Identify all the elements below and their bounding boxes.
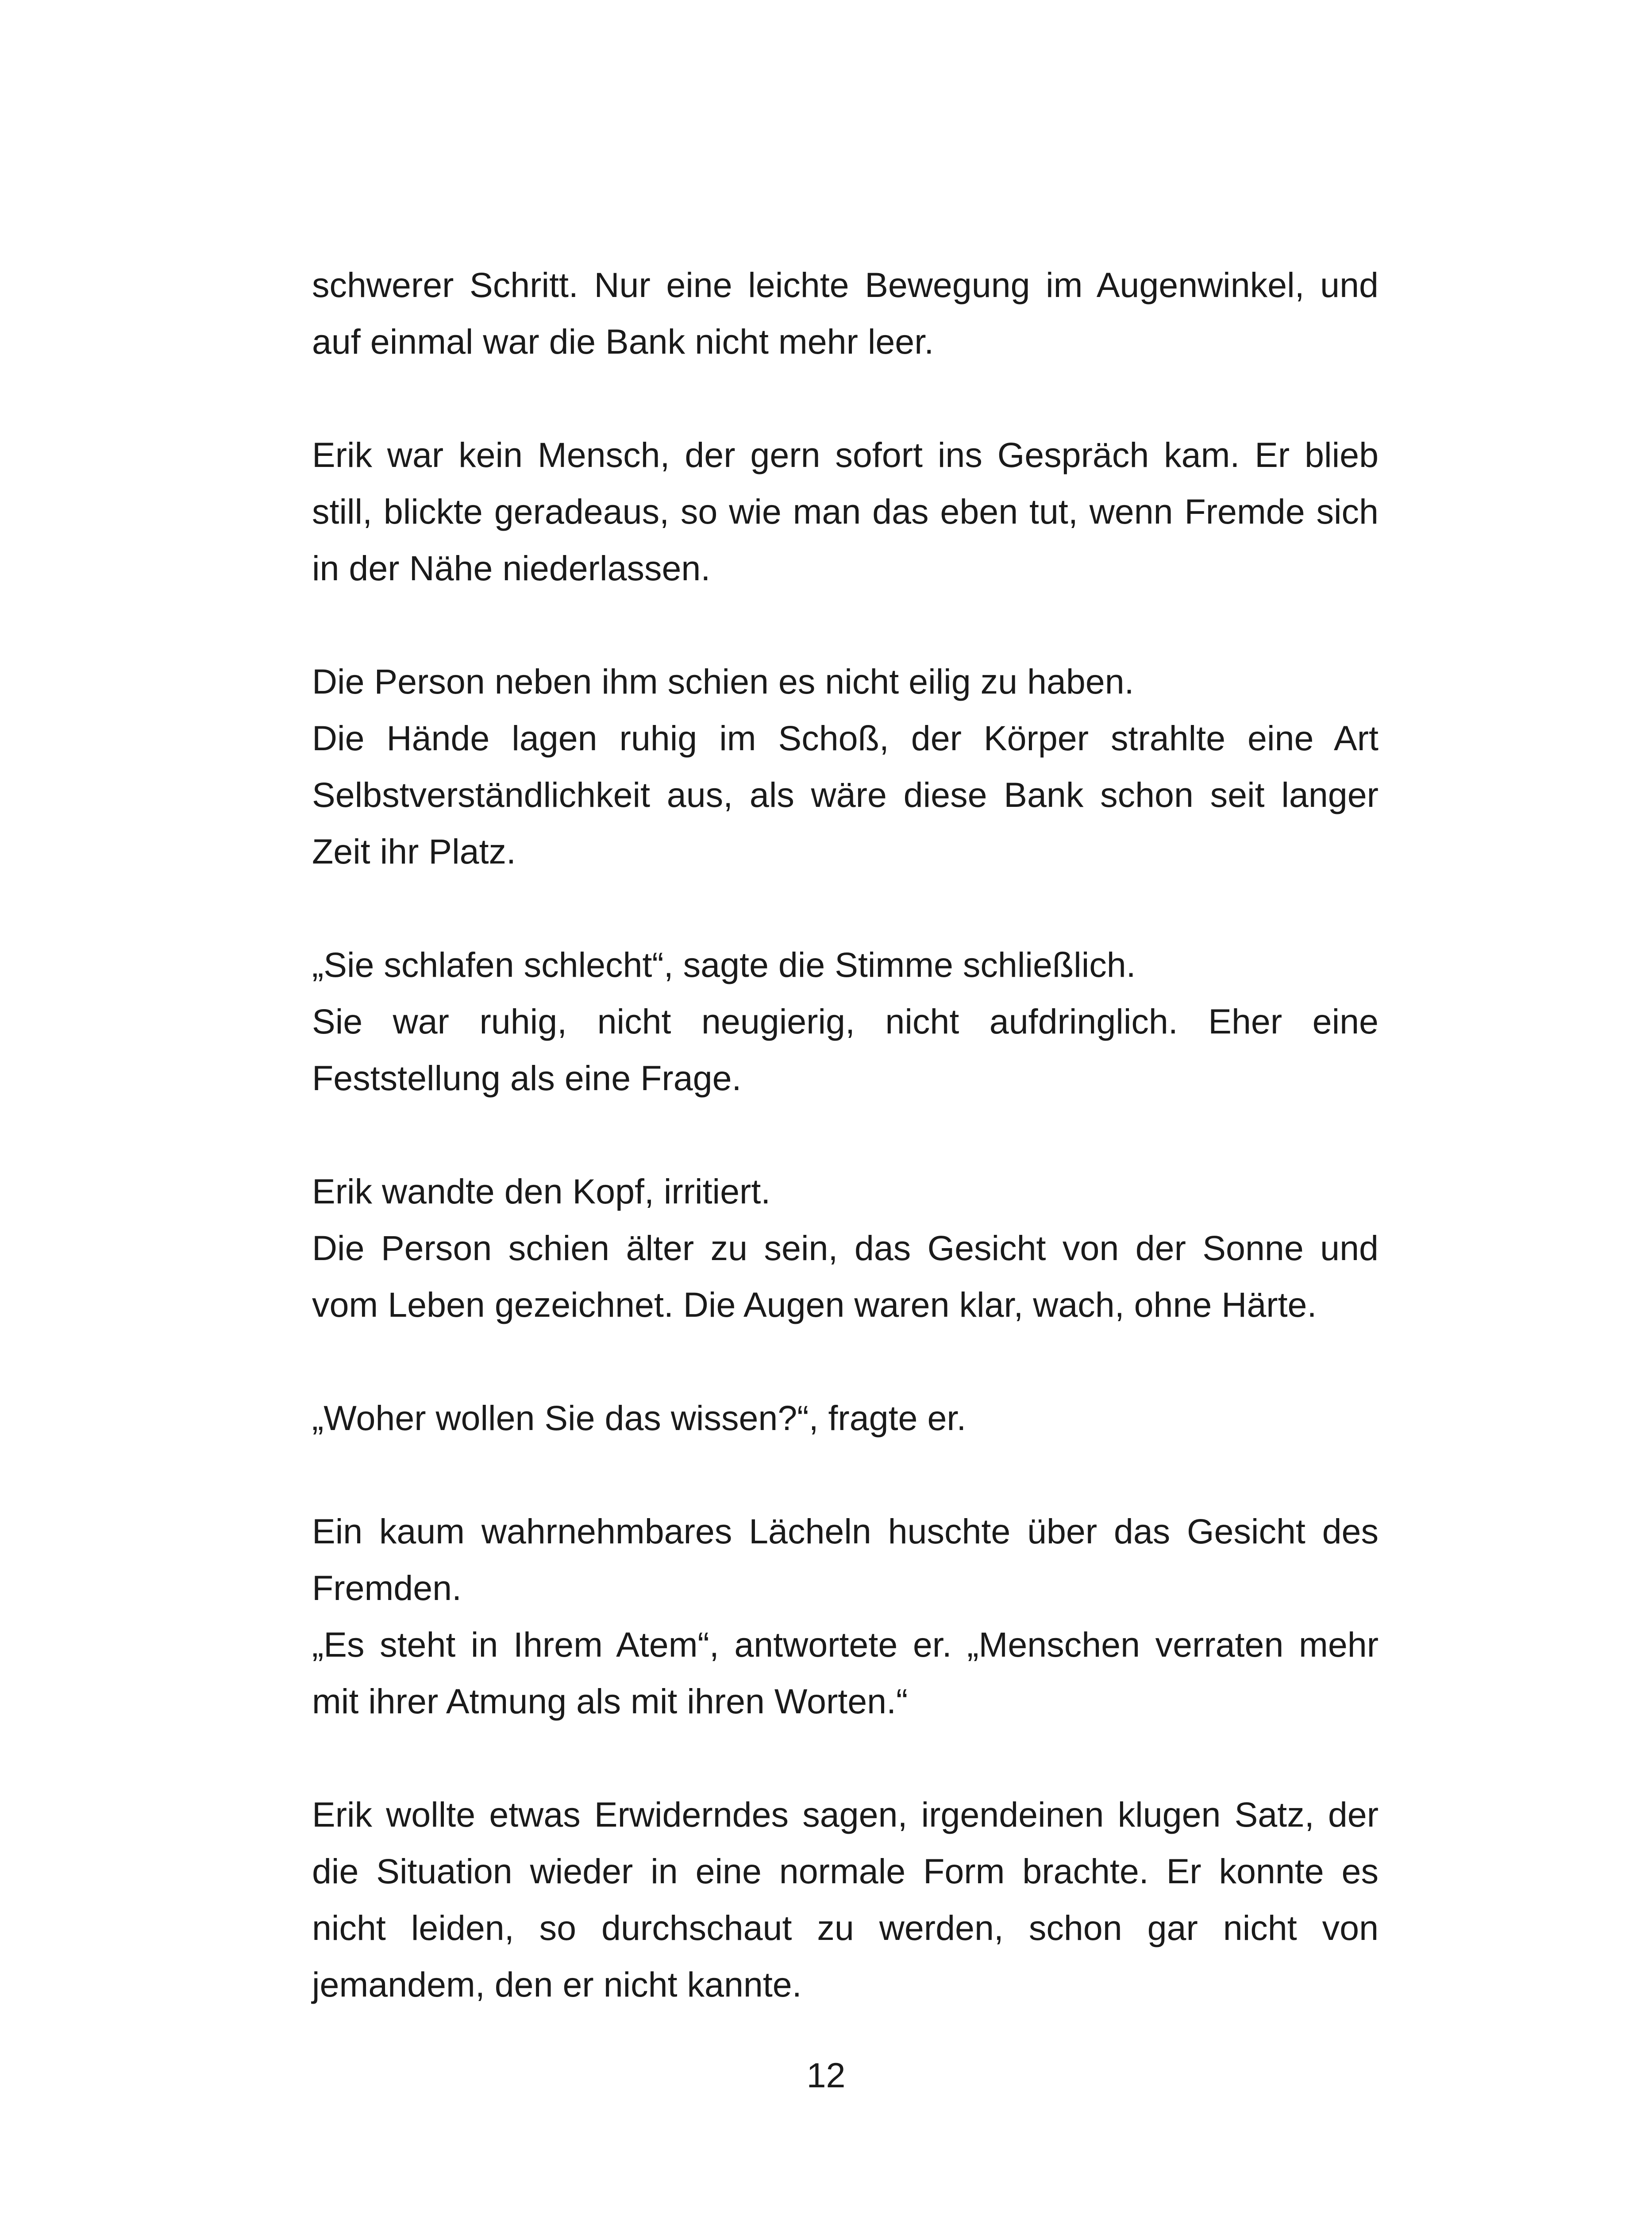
body-text <box>312 257 1379 2013</box>
text-line: „Woher wollen Sie das wissen?“, fragte er. <box>312 1398 967 1438</box>
paragraph <box>312 1786 1379 2013</box>
paragraph <box>312 1390 1379 1446</box>
paragraph <box>312 1163 1379 1333</box>
paragraph <box>312 1503 1379 1730</box>
text-line: Erik wollte etwas Erwiderndes sagen, irgendeinen klugen Satz, der die Situation wieder in eine normale Form brachte. Er konnte es nicht leiden, so durchschaut zu werden, schon gar nicht von jemandem, den er nicht kannte. <box>312 1795 1379 2004</box>
paragraph <box>312 937 1379 1106</box>
paragraph <box>312 653 1379 880</box>
paragraph <box>312 257 1379 370</box>
text-line: Erik wandte den Kopf, irritiert. <box>312 1172 771 1211</box>
text-line: Sie war ruhig, nicht neugierig, nicht aufdringlich. Eher eine Feststellung als eine Frage. <box>312 1002 1379 1098</box>
page-number: 12 <box>806 2055 846 2095</box>
text-line: „Es steht in Ihrem Atem“, antwortete er. „Menschen verraten mehr mit ihrer Atmung als mit ihren Worten.“ <box>312 1625 1379 1721</box>
text-line: Erik war kein Mensch, der gern sofort ins Gespräch kam. Er blieb still, blickte geradeaus, so wie man das eben tut, wenn Fremde sich in der Nähe niederlassen. <box>312 435 1379 588</box>
text-line: Ein kaum wahrnehmbares Lächeln huschte über das Gesicht des Fremden. <box>312 1511 1379 1608</box>
text-line: Die Person neben ihm schien es nicht eilig zu haben. <box>312 662 1134 701</box>
text-line: schwerer Schritt. Nur eine leichte Bewegung im Augenwinkel, und auf einmal war die Bank nicht mehr leer. <box>312 265 1379 361</box>
text-line: „Sie schlafen schlecht“, sagte die Stimme schließlich. <box>312 945 1136 984</box>
text-line: Die Person schien älter zu sein, das Gesicht von der Sonne und vom Leben gezeichnet. Die Augen waren klar, wach, ohne Härte. <box>312 1228 1379 1324</box>
paragraph <box>312 427 1379 597</box>
text-line: Die Hände lagen ruhig im Schoß, der Körper strahlte eine Art Selbstverständlichkeit aus, als wäre diese Bank schon seit langer Zeit ihr Platz. <box>312 718 1379 871</box>
